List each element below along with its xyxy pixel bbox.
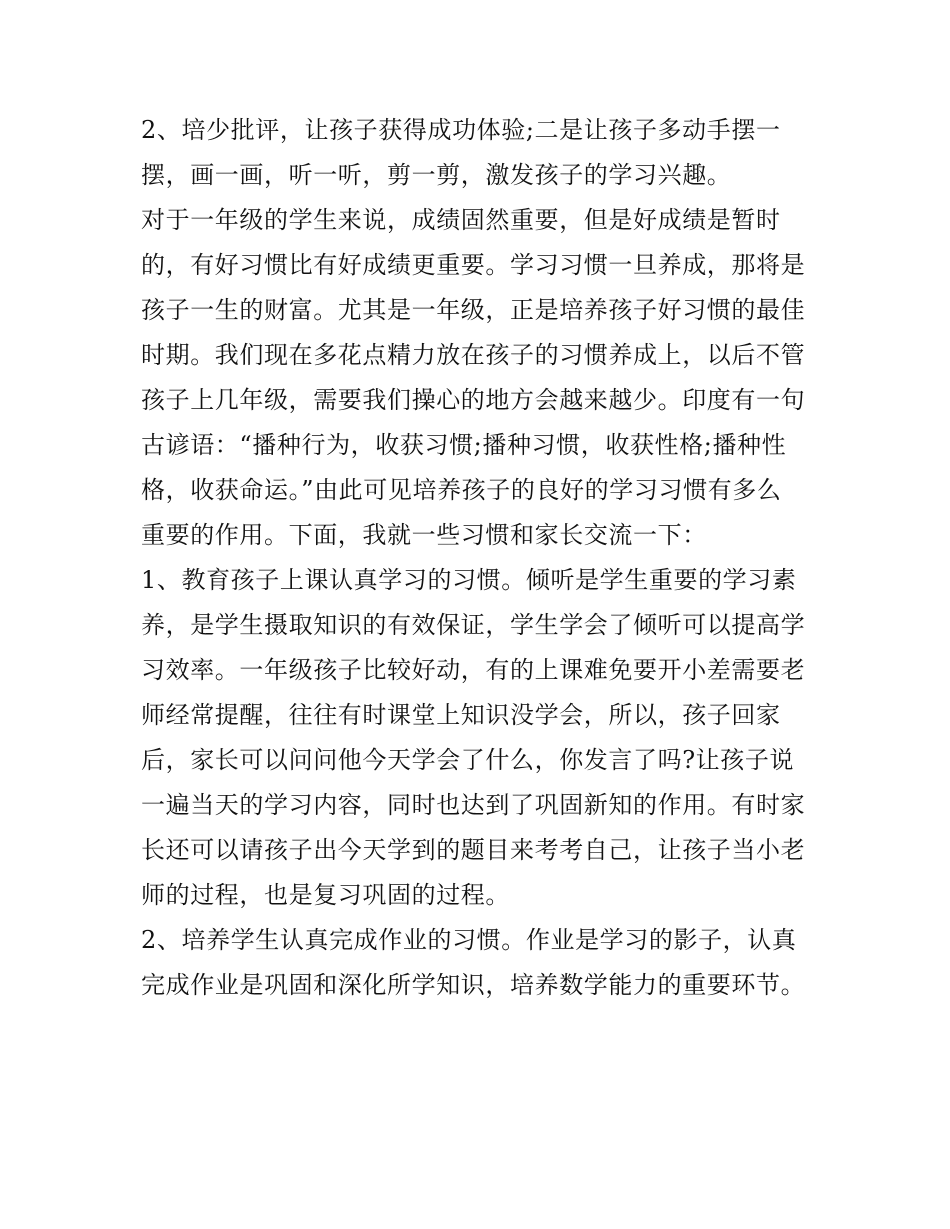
text-line: 古谚语：“播种行为，收获习惯;播种习惯，收获性格;播种性: [141, 431, 787, 459]
text-line: 对于一年级的学生来说，成绩固然重要，但是好成绩是暂时: [141, 206, 781, 234]
text-line: 孩子上几年级，需要我们操心的地方会越来越少。印度有一句: [141, 386, 806, 414]
text-line: 养，是学生摄取知识的有效保证，学生学会了倾听可以提高学: [141, 611, 806, 639]
text-line: 重要的作用。下面，我就一些习惯和家长交流一下：: [141, 521, 707, 549]
document-body: [141, 108, 831, 1008]
text-line: 2、培养学生认真完成作业的习惯。作业是学习的影子，认真: [141, 926, 797, 954]
text-line: 完成作业是巩固和深化所学知识，培养数学能力的重要环节。: [141, 971, 806, 999]
text-line: 1、教育孩子上课认真学习的习惯。倾听是学生重要的学习素: [141, 566, 797, 594]
text-line: 长还可以请孩子出今天学到的题目来考考自己，让孩子当小老: [141, 836, 806, 864]
text-line: 习效率。一年级孩子比较好动，有的上课难免要开小差需要老: [141, 656, 806, 684]
text-line: 师经常提醒，往往有时课堂上知识没学会，所以，孩子回家: [141, 701, 781, 729]
text-line: 摆，画一画，听一听，剪一剪，激发孩子的学习兴趣。: [141, 161, 732, 189]
text-line: 时期。我们现在多花点精力放在孩子的习惯养成上，以后不管: [141, 341, 806, 369]
text-line: 师的过程，也是复习巩固的过程。: [141, 881, 510, 909]
text-line: 一遍当天的学习内容，同时也达到了巩固新知的作用。有时家: [141, 791, 806, 819]
text-line: 2、培少批评，让孩子获得成功体验;二是让孩子多动手摆一: [141, 116, 781, 144]
text-line: 的，有好习惯比有好成绩更重要。学习习惯一旦养成，那将是: [141, 251, 806, 279]
text-line: 后，家长可以问问他今天学会了什么，你发言了吗?让孩子说: [141, 746, 795, 774]
text-line: 孩子一生的财富。尤其是一年级，正是培养孩子好习惯的最佳: [141, 296, 806, 324]
text-line: 格，收获命运。”由此可见培养孩子的良好的学习习惯有多么: [141, 476, 782, 504]
